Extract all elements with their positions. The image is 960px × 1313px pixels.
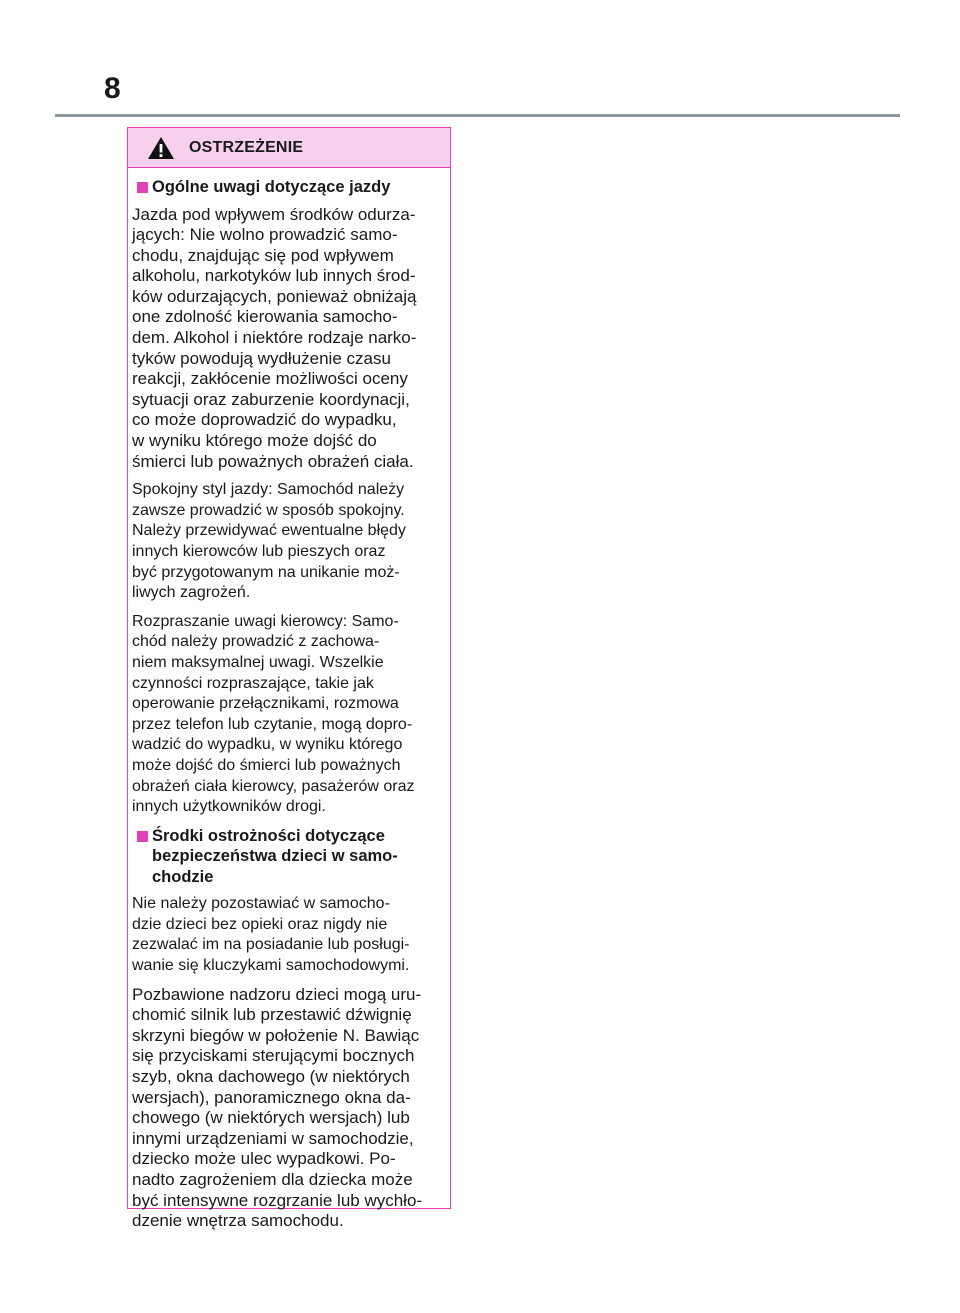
section-heading-text: Środki ostrożności dotyczące bezpieczeństwa dzieci w samo- chodzie <box>152 826 398 886</box>
warning-body <box>128 168 450 1232</box>
header-rule <box>55 114 900 117</box>
bullet-square-icon <box>137 182 148 193</box>
warning-header <box>128 128 450 168</box>
bullet-square-icon <box>137 831 148 842</box>
page-number: 8 <box>104 72 121 105</box>
paragraph-children-unattended: Nie należy pozostawiać w samocho- dzie dzieci bez opieki oraz nigdy nie zezwalać im na posiadanie lub posługi- wanie się kluczykami samochodowymi. <box>132 895 410 974</box>
paragraph-children-hazards: Pozbawione nadzoru dzieci mogą uru- chomić silnik lub przestawić dźwignię skrzyni biegów w położenie N. Bawiąc się przyciskami sterującymi bocznych szyb, okna dachowego (w niektórych wersjach), panoramicznego okna da- chowego (w niektórych wersjach) lub innymi urządzeniami w samochodzie, dziecko może ulec wypadkowi. Po- nadto zagrożeniem dla dziecka może być intensywne rozgrzanie lub wychło- dzenie wnętrza samochodu. <box>132 984 423 1231</box>
paragraph-calm-driving: Spokojny styl jazdy: Samochód należy zawsze prowadzić w sposób spokojny. Należy przewidywać ewentualne błędy innych kierowców lub pieszych oraz być przygotowanym na unikanie moż- liwych zagrożeń. <box>132 481 406 602</box>
warning-box <box>127 127 451 1231</box>
warning-title: OSTRZEŻENIE <box>189 138 304 156</box>
section-heading-text: Ogólne uwagi dotyczące jazdy <box>152 178 391 196</box>
section-heading-child-safety <box>137 826 446 888</box>
warning-triangle-icon <box>147 136 175 160</box>
section-heading-general-driving <box>137 177 446 198</box>
paragraph-distraction: Rozpraszanie uwagi kierowcy: Samo- chód należy prowadzić z zachowa- niem maksymalnej uwagi. Wszelkie czynności rozpraszające, takie jak operowanie przełącznikami, rozmowa przez telefon lub czytanie, mogą dopro- wadzić do wypadku, w wyniku którego może dojść do śmierci lub poważnych obrażeń ciała kierowcy, pasażerów oraz innych użytkowników drogi. <box>132 612 415 816</box>
paragraph-intoxication: Jazda pod wpływem środków odurza- jących: Nie wolno prowadzić samo- chodu, znajdując się pod wpływem alkoholu, narkotyków lub innych środ- ków odurzających, ponieważ obniżają one zdolność kierowania samocho- dem. Alkohol i niektóre rodzaje narko- tyków powodują wydłużenie czasu reakcji, zakłócenie możliwości oceny sytuacji oraz zaburzenie koordynacji, co może doprowadzić do wypadku, w wyniku którego może dojść do śmierci lub poważnych obrażeń ciała. <box>132 204 417 471</box>
